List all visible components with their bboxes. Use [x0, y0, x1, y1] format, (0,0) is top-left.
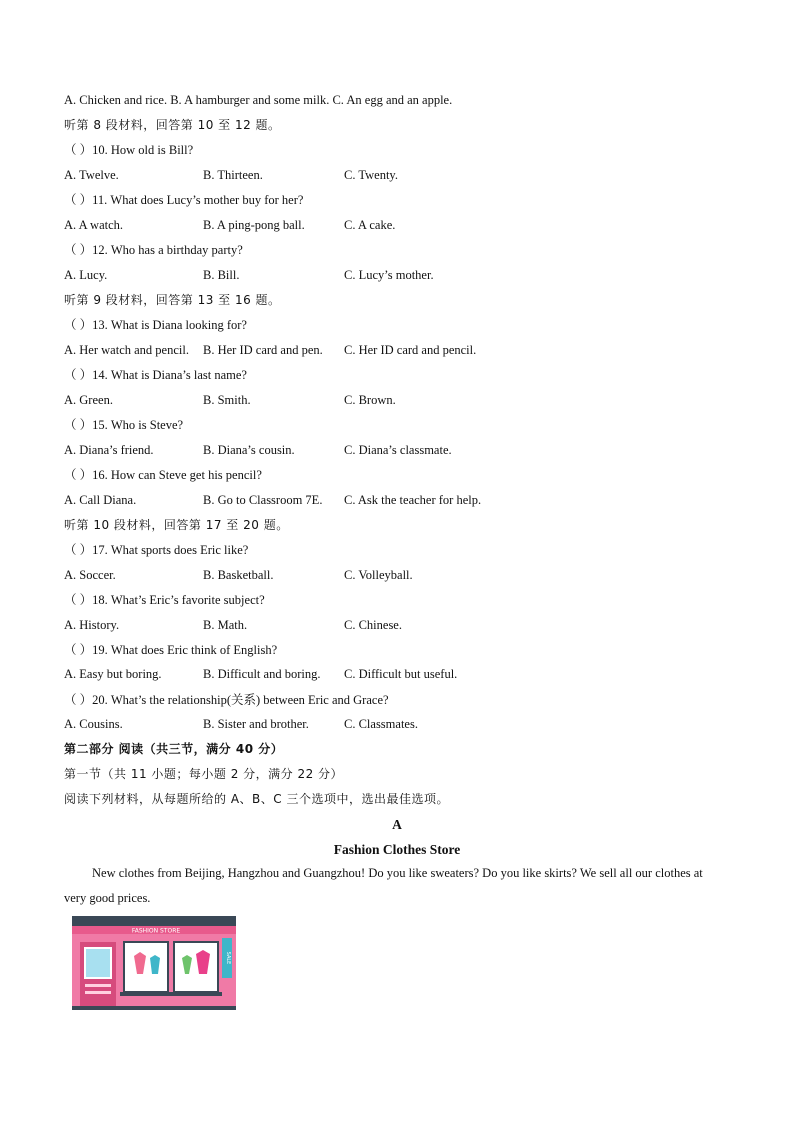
option-c: C. Classmates. [344, 717, 418, 731]
option-b: B. Bill. [203, 268, 240, 282]
option-a: A. Soccer. [64, 568, 116, 582]
option-a: A. Twelve. [64, 168, 119, 182]
option-c: C. Diana’s classmate. [344, 443, 452, 457]
option-a: A. Call Diana. [64, 493, 137, 507]
reading-instructions: 阅读下列材料，从每题所给的 A、B、C 三个选项中，选出最佳选项。 [64, 792, 449, 806]
question-19: （ ）19. What does Eric think of English? [64, 643, 278, 657]
option-a: A. Easy but boring. [64, 667, 162, 681]
option-a: A. A watch. [64, 218, 124, 232]
section-9-heading: 听第 9 段材料，回答第 13 至 16 题。 [64, 293, 281, 307]
question-17-options [64, 567, 764, 583]
option-a: A. History. [64, 618, 120, 632]
option-a: A. Her watch and pencil. [64, 343, 189, 357]
question-15: （ ）15. Who is Steve? [64, 418, 184, 432]
option-c: C. Ask the teacher for help. [344, 493, 482, 507]
question-16-options [64, 492, 764, 508]
sale-sign-text: SALE [225, 951, 231, 965]
passage-paragraph: New clothes from Beijing, Hangzhou and Guangzhou! Do you like sweaters? Do you like skirts? We sell all our clothes at very good prices. [64, 866, 703, 905]
question-18-options [64, 617, 764, 633]
option-c: C. Difficult but useful. [344, 667, 458, 681]
option-b: B. Go to Classroom 7E. [203, 493, 323, 507]
section-10-heading: 听第 10 段材料，回答第 17 至 20 题。 [64, 518, 289, 532]
option-a: A. Diana’s friend. [64, 443, 154, 457]
section-8-heading: 听第 8 段材料，回答第 10 至 12 题。 [64, 118, 281, 132]
question-10-options [64, 167, 764, 183]
question-12: （ ）12. Who has a birthday party? [64, 243, 243, 257]
question-20: （ ）20. What’s the relationship(关系) between Eric and Grace? [64, 693, 389, 707]
q9-options: A. Chicken and rice. B. A hamburger and some milk. C. An egg and an apple. [64, 93, 453, 107]
question-18: （ ）18. What’s Eric’s favorite subject? [64, 593, 265, 607]
option-a: A. Lucy. [64, 268, 108, 282]
section-one-heading: 第一节（共 11 小题；每小题 2 分，满分 22 分） [64, 767, 344, 781]
question-11-options [64, 217, 764, 233]
option-a: A. Cousins. [64, 717, 123, 731]
option-c: C. Twenty. [344, 168, 398, 182]
question-14: （ ）14. What is Diana’s last name? [64, 368, 247, 382]
option-b: B. A ping-pong ball. [203, 218, 305, 232]
question-16: （ ）16. How can Steve get his pencil? [64, 468, 262, 482]
passage-title: Fashion Clothes Store [333, 842, 461, 857]
option-c: C. Volleyball. [344, 568, 413, 582]
question-11: （ ）11. What does Lucy’s mother buy for her? [64, 193, 304, 207]
question-14-options [64, 392, 764, 408]
question-19-options [64, 666, 764, 682]
option-c: C. Brown. [344, 393, 396, 407]
option-c: C. A cake. [344, 218, 396, 232]
passage-letter: A [392, 817, 402, 832]
store-sign-text: FASHION STORE [131, 927, 181, 935]
question-20-options [64, 716, 764, 732]
option-c: C. Chinese. [344, 618, 402, 632]
question-13-options [64, 342, 764, 358]
option-b: B. Smith. [203, 393, 251, 407]
option-b: B. Sister and brother. [203, 717, 309, 731]
question-10: （ ）10. How old is Bill? [64, 143, 194, 157]
option-b: B. Diana’s cousin. [203, 443, 295, 457]
part-two-heading: 第二部分 阅读（共三节，满分 40 分） [64, 742, 284, 756]
question-15-options [64, 442, 764, 458]
option-a: A. Green. [64, 393, 113, 407]
option-c: C. Lucy’s mother. [344, 268, 434, 282]
question-12-options [64, 267, 764, 283]
question-13: （ ）13. What is Diana looking for? [64, 318, 247, 332]
question-17: （ ）17. What sports does Eric like? [64, 543, 249, 557]
option-b: B. Math. [203, 618, 248, 632]
option-b: B. Difficult and boring. [203, 667, 321, 681]
option-b: B. Thirteen. [203, 168, 263, 182]
option-b: B. Basketball. [203, 568, 274, 582]
option-c: C. Her ID card and pencil. [344, 343, 477, 357]
option-b: B. Her ID card and pen. [203, 343, 323, 357]
fashion-store-image [68, 912, 238, 1010]
